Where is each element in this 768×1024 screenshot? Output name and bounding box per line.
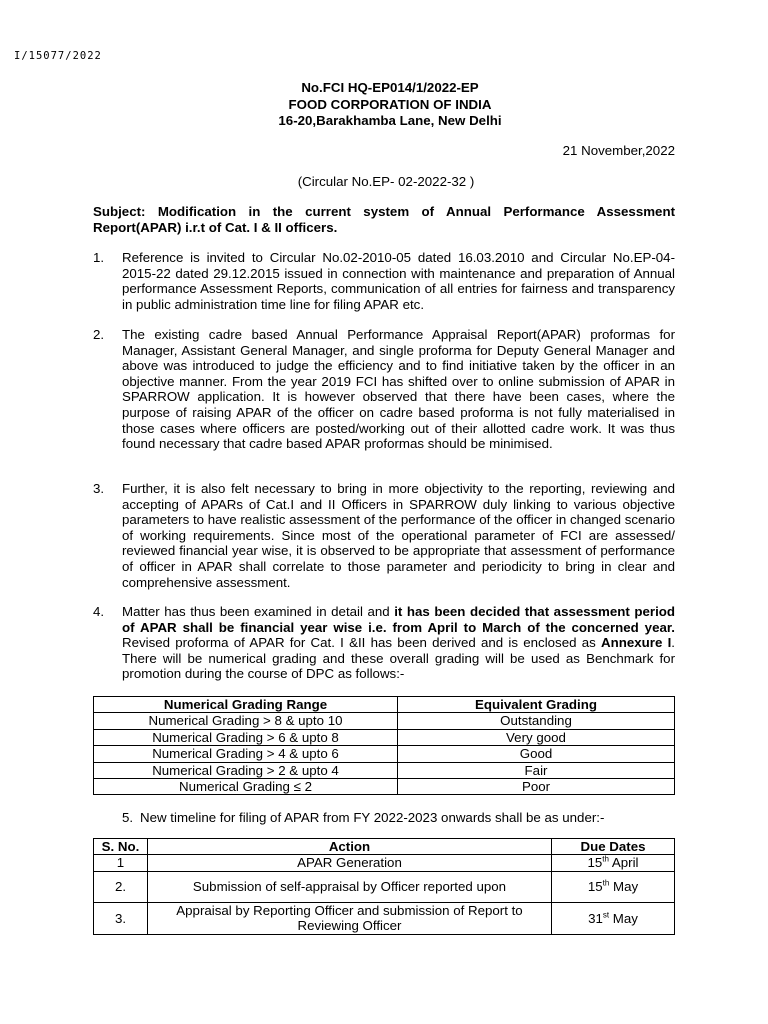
handwritten-reference: I/15077/2022 <box>14 50 102 62</box>
table-row <box>94 779 675 795</box>
grading-range: Numerical Grading > 6 & upto 8 <box>94 729 398 745</box>
action-cell: Appraisal by Reporting Officer and submission of Report to Reviewing Officer <box>148 902 552 934</box>
grading-range: Numerical Grading > 8 & upto 10 <box>94 713 398 729</box>
timeline-table <box>93 838 675 935</box>
table-row <box>94 729 675 745</box>
text-run: Revised proforma of APAR for Cat. I &II has been derived and is enclosed as <box>122 635 602 651</box>
paragraph-text: Reference is invited to Circular No.02-2010-05 dated 16.03.2010 and Circular No.EP-04-2015-22 dated 29.12.2015 issued in connection with maintenance and preparation of Annual performance Assessment Reports, communication of all entries for fairness and transparency in public administration time line for filing APAR etc. <box>122 250 675 312</box>
paragraph-number: 1. <box>93 250 105 265</box>
paragraph-number: 4. <box>93 604 105 619</box>
grading-range: Numerical Grading > 2 & upto 4 <box>94 762 398 778</box>
paragraph-3 <box>93 481 675 590</box>
due-date <box>552 871 675 902</box>
grading-range: Numerical Grading > 4 & upto 6 <box>94 746 398 762</box>
table-row <box>94 746 675 762</box>
serial-number: 2. <box>94 871 148 902</box>
paragraph-number: 2. <box>93 327 105 342</box>
paragraph-5 <box>122 810 604 826</box>
annexure-reference: Annexure I <box>601 635 672 651</box>
due-day: 15 <box>587 879 603 895</box>
grading-table <box>93 696 675 795</box>
letter-date: 21 November,2022 <box>562 143 675 158</box>
bold-decision: it has been decided that assessment period of APAR shall be financial year wise i.e. from April to March of the concerned year. <box>122 604 676 635</box>
paragraph-number: 3. <box>93 481 105 496</box>
day-suffix: st <box>602 910 610 920</box>
paragraph-1 <box>93 250 675 312</box>
table-row <box>94 713 675 729</box>
day-suffix: th <box>602 854 609 864</box>
table-header-row <box>94 839 675 855</box>
text-run: Matter has thus been examined in detail and <box>122 604 395 619</box>
due-month: May <box>609 879 639 895</box>
column-header: Action <box>148 839 552 855</box>
paragraph-text: Further, it is also felt necessary to bring in more objectivity to the reporting, reviewing and accepting of APARs of Cat.I and II Officers in SPARROW duly linking to various objective parameters to have realistic assessment of the performance of the officer in changed scenario of working requirements. Since most of the operational parameter of FCI are assessed/ reviewed financial year wise, it is observed to be appropriate that assessment of performance of officer in APAR shall correlate to those parameter and periodicity to bring in clear and comprehensive assessment. <box>122 481 675 590</box>
due-day: 31 <box>588 910 603 926</box>
equivalent-grading: Fair <box>398 762 675 778</box>
table-row <box>94 871 675 902</box>
paragraph-4 <box>93 604 675 682</box>
equivalent-grading: Poor <box>398 779 675 795</box>
paragraph-number: 5. <box>122 810 134 825</box>
equivalent-grading: Outstanding <box>398 713 675 729</box>
grading-range: Numerical Grading ≤ 2 <box>94 779 398 795</box>
equivalent-grading: Very good <box>398 729 675 745</box>
due-date <box>552 902 675 934</box>
due-day: 15 <box>587 855 603 871</box>
table-header-row <box>94 697 675 713</box>
table-row <box>94 762 675 778</box>
due-date <box>552 855 675 871</box>
serial-number: 1 <box>94 855 148 871</box>
reference-number: No.FCI HQ-EP014/1/2022-EP <box>301 80 479 95</box>
subject-line: Subject: Modification in the current system of Annual Performance Assessment Report(APAR) i.r.t of Cat. I & II officers. <box>93 204 675 235</box>
action-cell: APAR Generation <box>148 855 552 871</box>
serial-number: 3. <box>94 902 148 934</box>
paragraph-text: The existing cadre based Annual Performance Appraisal Report(APAR) proformas for Manager, Assistant General Manager, and single proforma for Deputy General Manager and above was introduced to judge the efficiency and to find initiative taken by the officer in an objective manner. From the year 2019 FCI has shifted over to online submission of APAR in SPARROW application. It is however observed that there have been cases, where the purpose of raising APAR of the officer on cadre based proforma is not fully materialised in those cases where officers are posted/working out of their allotted cadre work. It was thus found necessary that cadre based APAR proformas should be minimised. <box>122 327 675 452</box>
organization-address: 16-20,Barakhamba Lane, New Delhi <box>278 113 502 128</box>
column-header: Equivalent Grading <box>398 697 675 713</box>
paragraph-text: New timeline for filing of APAR from FY 2022-2023 onwards shall be as under:- <box>140 810 605 825</box>
text-run: . There will be numerical grading and these overall grading will be used as Benchmark for promotion during the course of DPC as follows:- <box>122 635 675 682</box>
action-cell: Submission of self-appraisal by Officer reported upon <box>148 871 552 902</box>
table-row <box>94 902 675 934</box>
circular-number: (Circular No.EP- 02-2022-32 ) <box>297 174 475 189</box>
day-suffix: th <box>602 878 610 888</box>
paragraph-text <box>122 604 675 682</box>
letter-header <box>0 80 768 130</box>
column-header: Due Dates <box>552 839 675 855</box>
organization-name: FOOD CORPORATION OF INDIA <box>288 96 492 112</box>
table-row <box>94 855 675 871</box>
due-month: April <box>608 855 639 871</box>
column-header: Numerical Grading Range <box>94 697 398 713</box>
paragraph-2 <box>93 327 675 452</box>
due-month: May <box>609 910 638 926</box>
column-header: S. No. <box>94 839 148 855</box>
equivalent-grading: Good <box>398 746 675 762</box>
